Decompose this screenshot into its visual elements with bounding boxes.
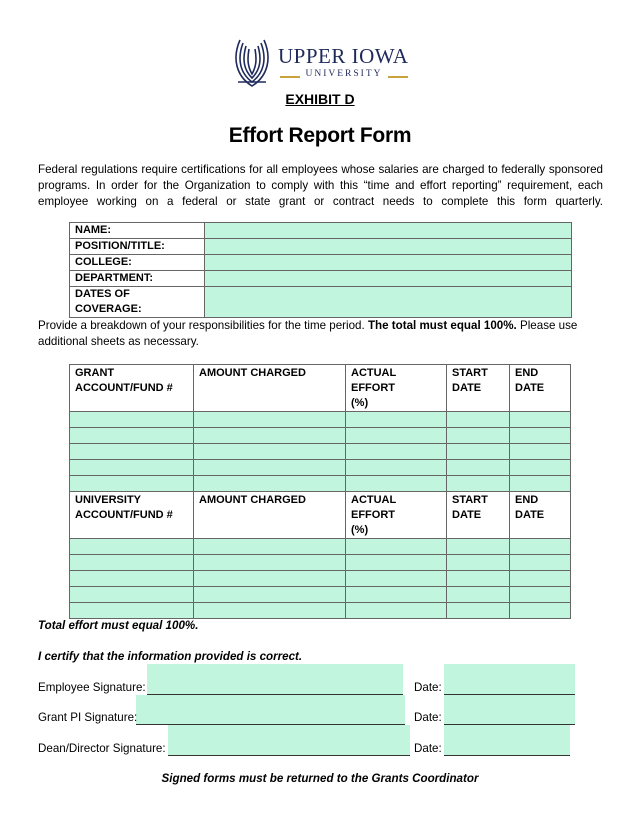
grant-end-date-cell[interactable] [510,460,571,476]
logo-divider-right [388,76,408,78]
info-row-college [70,255,572,271]
dean-date-label: Date: [414,742,442,755]
col-header-university-account [70,492,194,539]
header-line: GRANT [75,367,115,379]
col-header-start-date [447,365,510,412]
university-table-header [70,492,571,539]
university-start-date-cell[interactable] [447,603,510,619]
university-end-date-cell[interactable] [510,555,571,571]
dean-signature-label: Dean/Director Signature: [38,742,166,755]
university-actual-effort-cell[interactable] [346,571,447,587]
total-effort-note: Total effort must equal 100%. [38,619,199,632]
header-line: END [515,494,539,506]
position-title-field[interactable] [205,239,572,255]
info-label: NAME: [70,223,205,239]
exhibit-label: EXHIBIT D [285,91,355,107]
grant-amount-charged-cell[interactable] [194,412,346,428]
employee-info-table [69,222,572,318]
grant-end-date-cell[interactable] [510,412,571,428]
col-header-effort [346,365,447,412]
university-actual-effort-cell[interactable] [346,603,447,619]
table-row [70,444,571,460]
college-field[interactable] [205,255,572,271]
university-actual-effort-cell[interactable] [346,555,447,571]
col-header-grant-account [70,365,194,412]
info-row-dates [70,287,572,318]
university-end-date-cell[interactable] [510,587,571,603]
info-row-position [70,239,572,255]
header-line: DATE [515,509,545,521]
table-row [70,539,571,555]
col-header-start-date [447,492,510,539]
footer-instruction: Signed forms must be returned to the Grants Coordinator [161,772,479,785]
grant-actual-effort-cell[interactable] [346,428,447,444]
header-line: UNIVERSITY [75,494,142,506]
grant-account-fund-cell[interactable] [70,460,194,476]
header-line: END [515,367,539,379]
table-row [70,571,571,587]
table-row [70,555,571,571]
table-row [70,603,571,619]
grant-amount-charged-cell[interactable] [194,444,346,460]
employee-signature-line [147,681,403,695]
info-label: DATES OF COVERAGE: [70,287,205,318]
dean-signature-line [168,742,410,756]
university-amount-charged-cell[interactable] [194,603,346,619]
header-line: (%) [351,397,369,409]
university-account-fund-cell[interactable] [70,571,194,587]
grant-actual-effort-cell[interactable] [346,460,447,476]
logo-title: UPPER IOWA [278,44,409,68]
intro-paragraph: Federal regulations require certifications for all employees whose salaries are charged to federally sponsored programs. In order for the Organization to comply with this “time and effort reporting” requirement, each employee working on a federal or state grant or contract needs to complete this form quarterly. [38,163,603,208]
header-line: ACTUAL EFFORT [351,494,397,521]
breakdown-text-after: Please use additional sheets as necessary. [38,319,578,348]
info-label: COLLEGE: [70,255,205,271]
university-account-fund-cell[interactable] [70,603,194,619]
university-amount-charged-cell[interactable] [194,539,346,555]
table-row [70,476,571,492]
header-line: START [452,494,488,506]
university-effort-table [69,491,571,619]
grant-account-fund-cell[interactable] [70,428,194,444]
university-account-fund-cell[interactable] [70,587,194,603]
grant-start-date-cell[interactable] [447,412,510,428]
grant-start-date-cell[interactable] [447,476,510,492]
header-line: DATE [515,382,545,394]
grant-table-header [70,365,571,412]
university-account-fund-cell[interactable] [70,539,194,555]
header-line: DATE [452,382,482,394]
university-amount-charged-cell[interactable] [194,571,346,587]
dean-date-line [444,742,570,756]
employee-date-label: Date: [414,681,442,694]
university-start-date-cell[interactable] [447,587,510,603]
university-amount-charged-cell[interactable] [194,587,346,603]
info-row-name [70,223,572,239]
department-field[interactable] [205,271,572,287]
grant-actual-effort-cell[interactable] [346,444,447,460]
grant-actual-effort-cell[interactable] [346,476,447,492]
upper-iowa-emblem-icon [232,36,272,90]
grant-pi-signature-line [136,711,405,725]
table-row [70,587,571,603]
header-line: (%) [351,524,369,536]
university-amount-charged-cell[interactable] [194,555,346,571]
header-line: ACCOUNT/FUND # [75,509,173,521]
info-row-department [70,271,572,287]
table-row [70,412,571,428]
university-end-date-cell[interactable] [510,571,571,587]
breakdown-text: Provide a breakdown of your responsibilities for the time period. [38,319,368,332]
grant-pi-date-label: Date: [414,711,442,724]
info-label: DEPARTMENT: [70,271,205,287]
grant-account-fund-cell[interactable] [70,412,194,428]
grant-effort-table [69,364,571,492]
logo-subtitle: UNIVERSITY [305,69,383,79]
grant-start-date-cell[interactable] [447,428,510,444]
grant-pi-signature-label: Grant PI Signature: [38,711,138,724]
grant-amount-charged-cell[interactable] [194,428,346,444]
header-line: ACTUAL EFFORT [351,367,397,394]
table-row [70,460,571,476]
grant-start-date-cell[interactable] [447,444,510,460]
breakdown-paragraph [38,318,603,350]
grant-account-fund-cell[interactable] [70,476,194,492]
grant-pi-date-line [444,711,575,725]
university-actual-effort-cell[interactable] [346,539,447,555]
grant-amount-charged-cell[interactable] [194,476,346,492]
col-header-amount: AMOUNT CHARGED [194,365,346,412]
university-logo [232,36,412,90]
table-row [70,428,571,444]
grant-amount-charged-cell[interactable] [194,460,346,476]
logo-subtitle-block [280,69,408,83]
grant-end-date-cell[interactable] [510,428,571,444]
grant-end-date-cell[interactable] [510,444,571,460]
breakdown-emphasis: The total must equal 100%. [367,319,517,332]
university-actual-effort-cell[interactable] [346,587,447,603]
university-start-date-cell[interactable] [447,539,510,555]
employee-date-line [444,681,575,695]
page-title: Effort Report Form [228,124,412,147]
header-line: START [452,367,488,379]
grant-start-date-cell[interactable] [447,460,510,476]
grant-account-fund-cell[interactable] [70,444,194,460]
col-header-end-date [510,492,571,539]
header-line: ACCOUNT/FUND # [75,382,173,394]
dates-of-coverage-field[interactable] [205,287,572,318]
info-label: POSITION/TITLE: [70,239,205,255]
grant-end-date-cell[interactable] [510,476,571,492]
university-start-date-cell[interactable] [447,571,510,587]
header-line: DATE [452,509,482,521]
grant-actual-effort-cell[interactable] [346,412,447,428]
university-end-date-cell[interactable] [510,603,571,619]
university-start-date-cell[interactable] [447,555,510,571]
employee-signature-label: Employee Signature: [38,681,146,694]
col-header-effort [346,492,447,539]
university-account-fund-cell[interactable] [70,555,194,571]
name-field[interactable] [205,223,572,239]
col-header-end-date [510,365,571,412]
certification-statement: I certify that the information provided is correct. [38,650,303,663]
col-header-amount: AMOUNT CHARGED [194,492,346,539]
university-end-date-cell[interactable] [510,539,571,555]
